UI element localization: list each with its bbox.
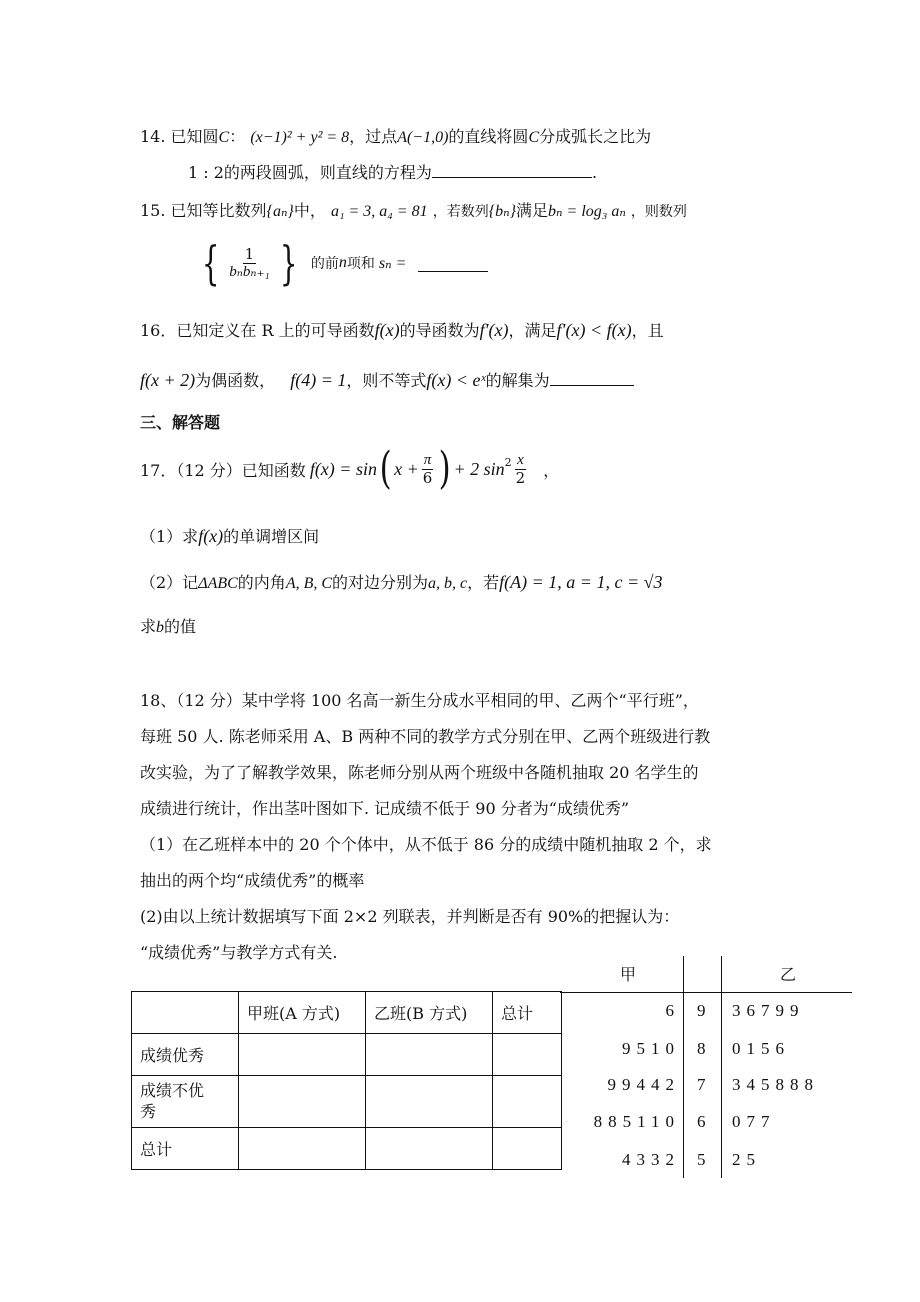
q15-n: n — [338, 254, 347, 271]
q15-answer-blank[interactable] — [418, 255, 488, 272]
q17-x-plus: x + — [394, 458, 419, 479]
table-header-cell: 总计 — [493, 992, 562, 1034]
q15-text-6: 的前 — [310, 256, 339, 272]
q16-answer-blank[interactable] — [550, 369, 634, 386]
q16-fprime: f′(x) — [479, 320, 509, 340]
table-row — [132, 1128, 562, 1170]
q14-line1 — [140, 124, 651, 147]
table-cell[interactable] — [493, 1128, 562, 1170]
q17-pi: π — [423, 452, 432, 468]
table-row — [132, 1076, 562, 1128]
q17-part3 — [140, 614, 196, 637]
q18-line7: (2)由以上统计数据填写下面 2×2 列联表，并判断是否有 90%的把握认为： — [140, 907, 680, 926]
q14-line2 — [188, 160, 597, 183]
q17-comma: ， — [543, 460, 560, 480]
q16-text-2: 的导函数为 — [399, 321, 480, 340]
q15-text-7: 项和 — [346, 256, 375, 272]
q16-text-6: ，则不等式 — [346, 371, 427, 390]
q17-sides: a, b, c — [428, 575, 468, 592]
q17-part1-fx: f(x) — [198, 526, 224, 546]
q17-part3-text: 求 — [140, 617, 157, 636]
q15-text-5: ，则数列 — [630, 204, 687, 220]
q17-paren-left: ( — [379, 443, 392, 494]
q16-line1 — [140, 318, 664, 341]
q15-text-4: 满足 — [516, 201, 549, 220]
q18-line2: 每班 50 人. 陈老师采用 A、B 两种不同的教学方式分别在甲、乙两个班级进行教 — [140, 727, 711, 746]
q17-paren-right: ) — [438, 443, 451, 494]
q14-circle-name-2: C — [528, 129, 540, 146]
q14-circle-equation: (x−1)² + y² = 8 — [250, 129, 350, 146]
q14-answer-blank[interactable] — [432, 161, 592, 178]
q14-text-4: 分成弧长之比为 — [539, 127, 652, 146]
q15-seq-a: {aₙ} — [266, 203, 294, 220]
q15-text: 15. 已知等比数列 — [140, 201, 267, 220]
q14-circle-name: C — [218, 129, 230, 146]
q17-six: 6 — [422, 468, 433, 487]
q18-line5: （1）在乙班样本中的 20 个个体中，从不低于 86 分的成绩中随机抽取 2 个，求 — [140, 835, 712, 854]
q16-line2 — [140, 368, 634, 391]
q18-line4: 成绩进行统计，作出茎叶图如下. 记成绩不低于 90 分者为“成绩优秀” — [140, 799, 630, 818]
table-header-cell: 甲班(A 方式) — [239, 992, 366, 1034]
q17-square: 2 — [504, 455, 512, 469]
stem-leaf-stem: 9 — [697, 1001, 712, 1020]
q17-pi-over-6 — [421, 452, 435, 486]
q15-fraction-numerator: 1 — [244, 245, 255, 263]
stem-leaf-right-leaves: 0156 — [732, 1039, 790, 1058]
q17-x-over-2 — [514, 452, 528, 486]
stem-leaf-right-leaves: 345888 — [732, 1075, 819, 1094]
q14-text-3: 的直线将圆 — [448, 127, 529, 146]
q17-part1-label: （1）求 — [140, 527, 199, 546]
q15-text-3: ，若数列 — [432, 204, 489, 220]
q17-part2-label: （2）记 — [140, 573, 199, 592]
q16-text-3: ，满足 — [508, 321, 557, 340]
q14-text-2: ，过点 — [349, 127, 398, 146]
q17-part1 — [140, 524, 319, 547]
table-cell[interactable] — [239, 1034, 366, 1076]
q14-text: 14. 已知圆 — [140, 127, 219, 146]
q15-brace-left: { — [201, 236, 220, 290]
q18-line1: 18、（12 分）某中学将 100 名高一新生分成水平相同的甲、乙两个“平行班”， — [140, 691, 699, 710]
table-cell[interactable] — [366, 1128, 493, 1170]
q17-angles: A, B, C — [285, 575, 333, 592]
q15-line1 — [140, 198, 687, 221]
section-heading: 三、解答题 — [140, 413, 221, 432]
contingency-table — [131, 991, 562, 1170]
stem-leaf-right-title: 乙 — [780, 965, 797, 984]
stem-leaf-stem: 5 — [697, 1150, 712, 1169]
q17-plus-2sin: + 2 sin — [453, 458, 505, 479]
stem-leaf-divider-left — [683, 956, 684, 1178]
q15-line2 — [196, 236, 488, 290]
stem-leaf-right-leaves: 077 — [732, 1112, 776, 1131]
stem-leaf-left-leaves: 885110 — [593, 1112, 680, 1131]
table-cell[interactable] — [493, 1076, 562, 1128]
table-header-row — [132, 992, 562, 1034]
stem-leaf-header-line — [560, 992, 852, 993]
q17-part2-text: 的内角 — [237, 573, 286, 592]
q16-condition: f′(x) < f(x) — [556, 320, 632, 340]
q15-given-values: a₁ = 3, a₄ = 81 — [330, 203, 428, 220]
q17-x: x — [517, 452, 524, 468]
q14-text-5: 的两段圆弧，则直线的方程为 — [223, 163, 432, 182]
q16-fx-plus2: f(x + 2) — [140, 370, 196, 390]
q17-part2 — [140, 570, 662, 593]
table-header-cell: 乙班(B 方式) — [366, 992, 493, 1034]
q15-text-2: 中， — [293, 201, 326, 220]
table-header-cell — [132, 992, 239, 1034]
stem-leaf-left-leaves: 99442 — [607, 1075, 680, 1094]
table-row-label: 总计 — [132, 1128, 239, 1170]
q14-ratio: 1 : 2 — [188, 163, 224, 182]
table-cell[interactable] — [493, 1034, 562, 1076]
q15-brace-right: } — [279, 236, 298, 290]
table-row-label: 成绩不优 秀 — [132, 1076, 239, 1128]
q17-text: 17．（12 分）已知函数 — [140, 460, 306, 480]
q15-sum-symbol: sₙ = — [378, 255, 407, 272]
stem-leaf-left-leaves: 9510 — [622, 1039, 680, 1058]
q17-part2-text-2: 的对边分别为 — [332, 573, 429, 592]
table-row — [132, 1034, 562, 1076]
q17-b: b — [156, 619, 165, 636]
q18-line8: “成绩优秀”与教学方式有关. — [140, 943, 338, 962]
q17-fx-sin: f(x) = sin — [309, 458, 377, 479]
q14-period: . — [591, 163, 598, 182]
stem-leaf-left-title: 甲 — [620, 965, 637, 984]
q16-text-7: 的解集为 — [485, 371, 550, 390]
q16-text: 16．已知定义在 R 上的可导函数 — [140, 321, 375, 340]
q14-colon: ： — [229, 127, 246, 146]
stem-leaf-right-leaves: 25 — [732, 1150, 761, 1169]
q17-head — [140, 443, 560, 494]
q16-inequality: f(x) < eˣ — [426, 370, 486, 390]
stem-leaf-divider-right — [721, 956, 722, 1178]
stem-leaf-right-leaves: 36799 — [732, 1001, 805, 1020]
q14-point: A(−1,0) — [397, 129, 449, 146]
table-cell[interactable] — [239, 1128, 366, 1170]
q15-bn-definition: bₙ = log₃ aₙ — [548, 203, 626, 220]
q15-fraction-denominator: bₙbₙ₊₁ — [229, 263, 270, 280]
q16-f4: f(4) = 1 — [290, 370, 347, 390]
q16-fx: f(x) — [374, 320, 400, 340]
table-cell[interactable] — [366, 1076, 493, 1128]
q17-conditions: f(A) = 1, a = 1, c = √3 — [499, 572, 663, 592]
stem-leaf-stem: 7 — [697, 1075, 712, 1094]
table-row-label: 成绩优秀 — [132, 1034, 239, 1076]
table-cell[interactable] — [239, 1076, 366, 1128]
q17-part2-text-3: ，若 — [467, 573, 500, 592]
stem-leaf-left-leaves: 6 — [665, 1001, 680, 1020]
q18-line3: 改实验，为了了解教学效果，陈老师分别从两个班级中各随机抽取 20 名学生的 — [140, 763, 699, 782]
stem-leaf-stem: 8 — [697, 1039, 712, 1058]
q17-two: 2 — [515, 468, 526, 487]
q18-line6: 抽出的两个均“成绩优秀”的概率 — [140, 871, 365, 890]
q17-triangle: ΔABC — [198, 575, 238, 592]
q15-fraction — [227, 246, 271, 280]
table-cell[interactable] — [366, 1034, 493, 1076]
q16-text-4: ，且 — [631, 321, 664, 340]
q15-seq-b: {bₙ} — [488, 203, 517, 220]
q17-part3-text-2: 的值 — [164, 617, 197, 636]
q17-part1-text: 的单调增区间 — [223, 527, 320, 546]
stem-leaf-left-leaves: 4332 — [622, 1150, 680, 1169]
q16-text-5: 为偶函数， — [195, 371, 276, 390]
stem-leaf-stem: 6 — [697, 1112, 712, 1131]
